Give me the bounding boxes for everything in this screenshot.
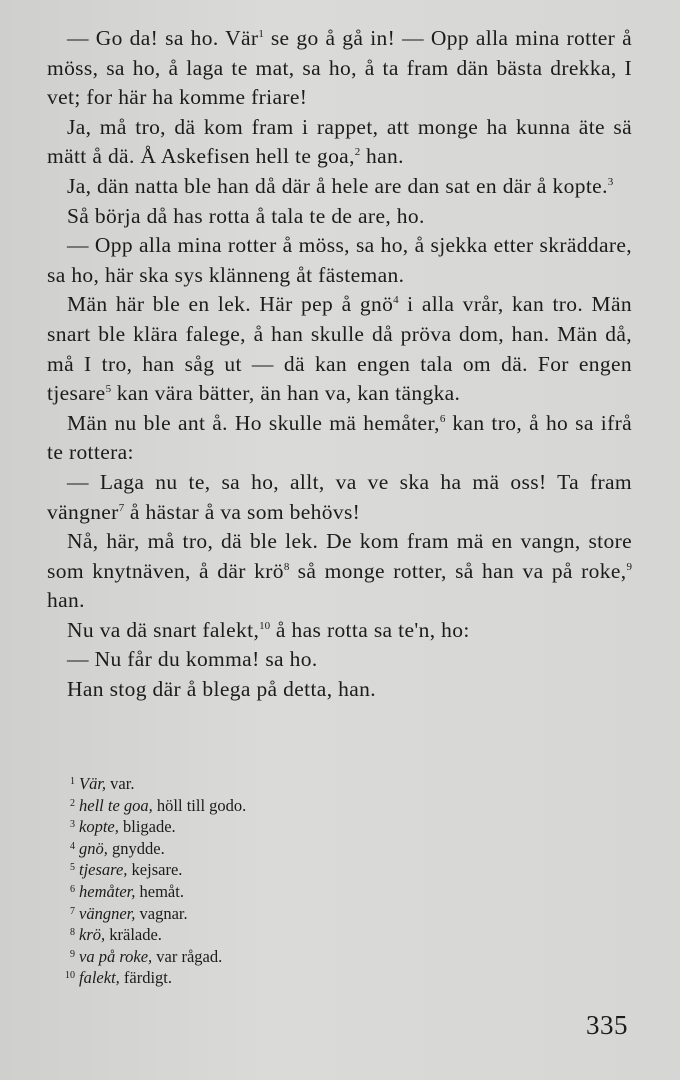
footnote-term: hemåter, [79,881,136,901]
footnote-number: 6 [70,883,75,895]
paragraph-text: — Nu får du komma! sa ho. [67,647,318,672]
footnote-marker: 2 [354,146,361,159]
footnote-gloss: var. [110,774,135,793]
paragraph [47,527,632,616]
footnote-number: 10 [65,970,75,982]
paragraph [47,202,632,232]
footnote-gloss: vagnar. [139,903,188,923]
paragraph [47,675,632,705]
paragraph-text: Han stog där å blega på detta, han. [67,677,376,702]
footnote-marker: 5 [105,383,112,396]
paragraph [47,231,632,290]
footnote-number: 1 [70,776,75,787]
paragraph-text: Män här ble en lek. Här pep å gnö [67,292,394,317]
paragraph-text: å hästar å va som behövs! [124,499,361,524]
footnote-marker: 3 [607,175,614,188]
footnote-gloss: höll till godo. [156,795,247,815]
paragraph [47,645,632,675]
footnote-term: vängner, [79,903,136,923]
footnote-term: tjesare, [79,860,128,880]
paragraph-text: — Laga nu te, sa ho, allt, va ve ska ha mä oss! Ta fram vängner [47,469,632,524]
footnote-marker: 6 [439,412,446,425]
paragraph-text: se go å gå in! — Opp alla mina rotter å möss, sa ho, å laga te mat, sa ho, å ta fram dän bästa drekka, I vet; for här ha komme friare! [47,26,632,110]
footnote-marker: 7 [118,501,125,514]
paragraph-text: Ja, må tro, dä kom fram i rappet, att monge ha kunna äte sä mätt å dä. Å Askefisen hell te goa, [47,114,632,169]
footnote [57,880,477,902]
paragraph-text: Så börja då has rotta å tala te de are, ho. [67,203,425,228]
footnote [57,837,477,859]
footnote-number: 7 [70,905,75,917]
footnote-gloss: bligade. [122,817,176,837]
paragraph-text: kan tro, å ho sa ifrå te rottera: [47,410,632,465]
footnote-number: 9 [70,948,75,960]
paragraph [47,468,632,527]
body-text [47,24,632,705]
paragraph [47,290,632,408]
paragraph [47,24,632,113]
footnote-gloss: var rågad. [156,946,223,966]
paragraph-text: kan vära bätter, än han va, kan tängka. [111,381,461,406]
footnote-number: 4 [70,840,75,852]
footnote [57,945,477,967]
footnote-term: Vär, [79,774,107,793]
paragraph-text: i alla vrår, kan tro. Män snart ble klära falege, å han skulle då pröva dom, han. Män då, må I tro, han såg ut — dä kan engen tala om dä. For engen tjesare [47,292,632,406]
paragraph-text: — Opp alla mina rotter å möss, sa ho, å sjekka etter skräddare, sa ho, här ska sys klänneng åt fästeman. [47,233,632,287]
footnote-term: gnö, [79,838,108,858]
footnote-term: krö, [79,925,106,945]
paragraph [47,409,632,468]
footnote-marker: 4 [393,294,399,307]
footnote [57,923,477,945]
paragraph-text: Nu va dä snart falekt, [67,617,260,642]
footnote-number: 2 [70,797,75,809]
footnote [57,858,477,880]
footnote [57,794,477,816]
paragraph-text: å has rotta sa te'n, ho: [270,617,470,642]
footnote [57,772,477,794]
footnote-gloss: kejsare. [131,860,183,880]
footnote-term: kopte, [79,817,119,837]
footnote-number: 5 [70,862,75,874]
paragraph-text: han. [360,144,404,169]
paragraph-text: — Go da! sa ho. Vär [67,26,259,50]
footnote-marker: 9 [626,560,632,573]
footnote-term: va på roke, [79,946,153,966]
footnote [57,966,477,988]
paragraph-text: Nå, här, må tro, dä ble lek. De kom fram mä en vangn, store som knytnäven, å där krö [47,529,632,583]
paragraph-text: så monge rotter, så han va på roke, [289,558,627,583]
page-number: 335 [586,1010,628,1040]
footnote-term: hell te goa, [79,795,153,815]
footnotes [57,772,477,988]
paragraph [47,616,632,646]
footnote-gloss: gnydde. [112,838,165,858]
footnote [57,902,477,924]
paragraph [47,113,632,172]
footnote-term: falekt, [79,968,120,988]
footnote-marker: 10 [259,619,271,632]
footnote-gloss: hemåt. [139,881,184,901]
footnote-number: 8 [70,927,75,939]
footnote-marker: 8 [283,560,290,573]
footnote-gloss: färdigt. [123,968,173,988]
footnote [57,815,477,837]
footnote-number: 3 [70,819,75,831]
paragraph-text: Män nu ble ant å. Ho skulle mä hemåter, [67,410,440,435]
footnote-marker: 1 [258,28,264,40]
paragraph [47,172,632,202]
paragraph-text: Ja, dän natta ble han då där å hele are dan sat en där å kopte. [67,173,608,198]
paragraph-text: han. [47,588,85,613]
footnote-gloss: krälade. [109,925,162,945]
